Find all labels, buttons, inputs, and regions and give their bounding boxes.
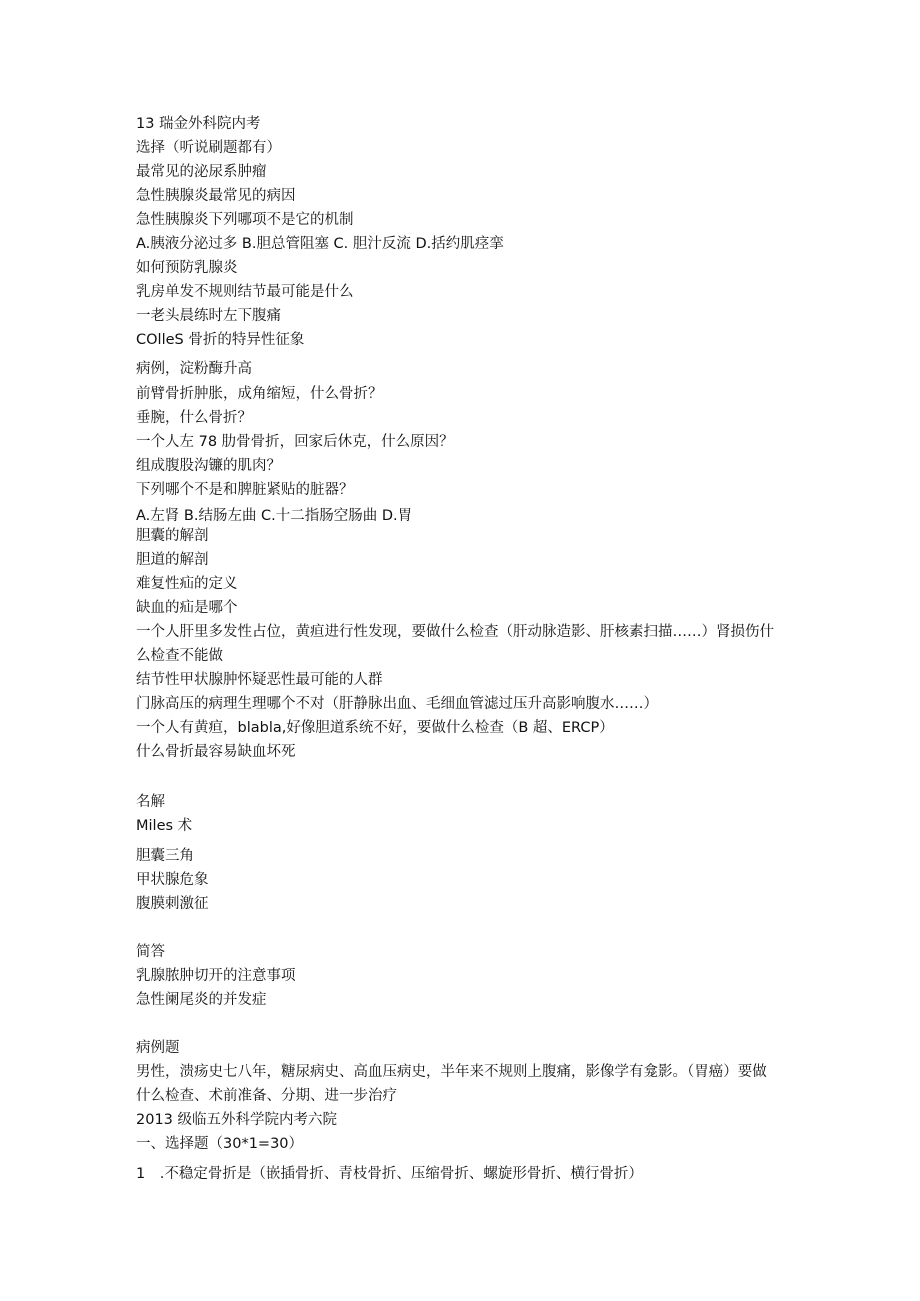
text-line: 病例，淀粉酶升高	[136, 361, 252, 377]
text-line: Miles 术	[136, 818, 193, 834]
text-line: 最常见的泌尿系肿瘤	[136, 164, 267, 180]
text-line: 如何预防乳腺炎	[136, 260, 238, 276]
text-line: 结节性甲状腺肿怀疑恶性最可能的人群	[136, 672, 383, 688]
text-line: 2013 级临五外科学院内考六院	[136, 1112, 338, 1128]
text-line: 一个人左 78 肋骨骨折，回家后休克，什么原因？	[136, 434, 454, 450]
text-line: 急性胰腺炎最常见的病因	[136, 188, 296, 204]
text-line: 急性阑尾炎的并发症	[136, 992, 267, 1008]
text-line: 男性，溃疡史七八年，糖尿病史、高血压病史，半年来不规则上腹痛，影像学有龛影。（胃癌）要做什么检查、术前准备、分期、进一步治疗	[136, 1064, 767, 1104]
text-line: 什么骨折最容易缺血坏死	[136, 744, 296, 760]
text-line: 名解	[136, 794, 165, 810]
text-line: 急性胰腺炎下列哪项不是它的机制	[136, 212, 354, 228]
document-title-line: 13 瑞金外科院内考	[136, 116, 261, 132]
text-line: 缺血的疝是哪个	[136, 600, 238, 616]
text-line: A.胰液分泌过多 B.胆总管阻塞 C. 胆汁反流 D.括约肌痉挛	[136, 236, 504, 252]
text-line: 组成腹股沟镰的肌肉？	[136, 458, 281, 474]
text-line: 病例题	[136, 1040, 180, 1056]
text-line: 胆囊三角	[136, 848, 194, 864]
text-line: 乳腺脓肿切开的注意事项	[136, 968, 296, 984]
text-line: 垂腕，什么骨折？	[136, 410, 252, 426]
text-line: COlleS 骨折的特异性征象	[136, 332, 305, 348]
text-line: 腹膜刺激征	[136, 896, 209, 912]
text-line: 一老头晨练时左下腹痛	[136, 308, 281, 324]
text-line: 门脉高压的病理生理哪个不对（肝静脉出血、毛细血管滤过压升高影响腹水……）	[136, 696, 658, 712]
text-line: 一个人有黄疸，blabla,好像胆道系统不好，要做什么检查（B 超、ERCP）	[136, 720, 614, 736]
text-line: 一个人肝里多发性占位，黄疸进行性发现，要做什么检查（肝动脉造影、肝核素扫描……）肾损伤什么检查不能做	[136, 624, 774, 664]
text-line: 下列哪个不是和脾脏紧贴的脏器？	[136, 482, 354, 498]
text-line: 甲状腺危象	[136, 872, 209, 888]
text-line: 选择（听说刷题都有）	[136, 140, 281, 156]
text-line: 胆囊的解剖	[136, 528, 209, 544]
text-line: 前臂骨折肿胀，成角缩短，什么骨折？	[136, 386, 383, 402]
text-line: 胆道的解剖	[136, 552, 209, 568]
text-line: 乳房单发不规则结节最可能是什么	[136, 284, 354, 300]
text-line: 难复性疝的定义	[136, 576, 238, 592]
text-line: 1 .不稳定骨折是（嵌插骨折、青枝骨折、压缩骨折、螺旋形骨折、横行骨折）	[136, 1166, 643, 1182]
text-line: 一、选择题（30*1=30）	[136, 1136, 304, 1152]
text-line: 简答	[136, 944, 165, 960]
text-line: A.左肾 B.结肠左曲 C.十二指肠空肠曲 D.胃	[136, 508, 413, 524]
